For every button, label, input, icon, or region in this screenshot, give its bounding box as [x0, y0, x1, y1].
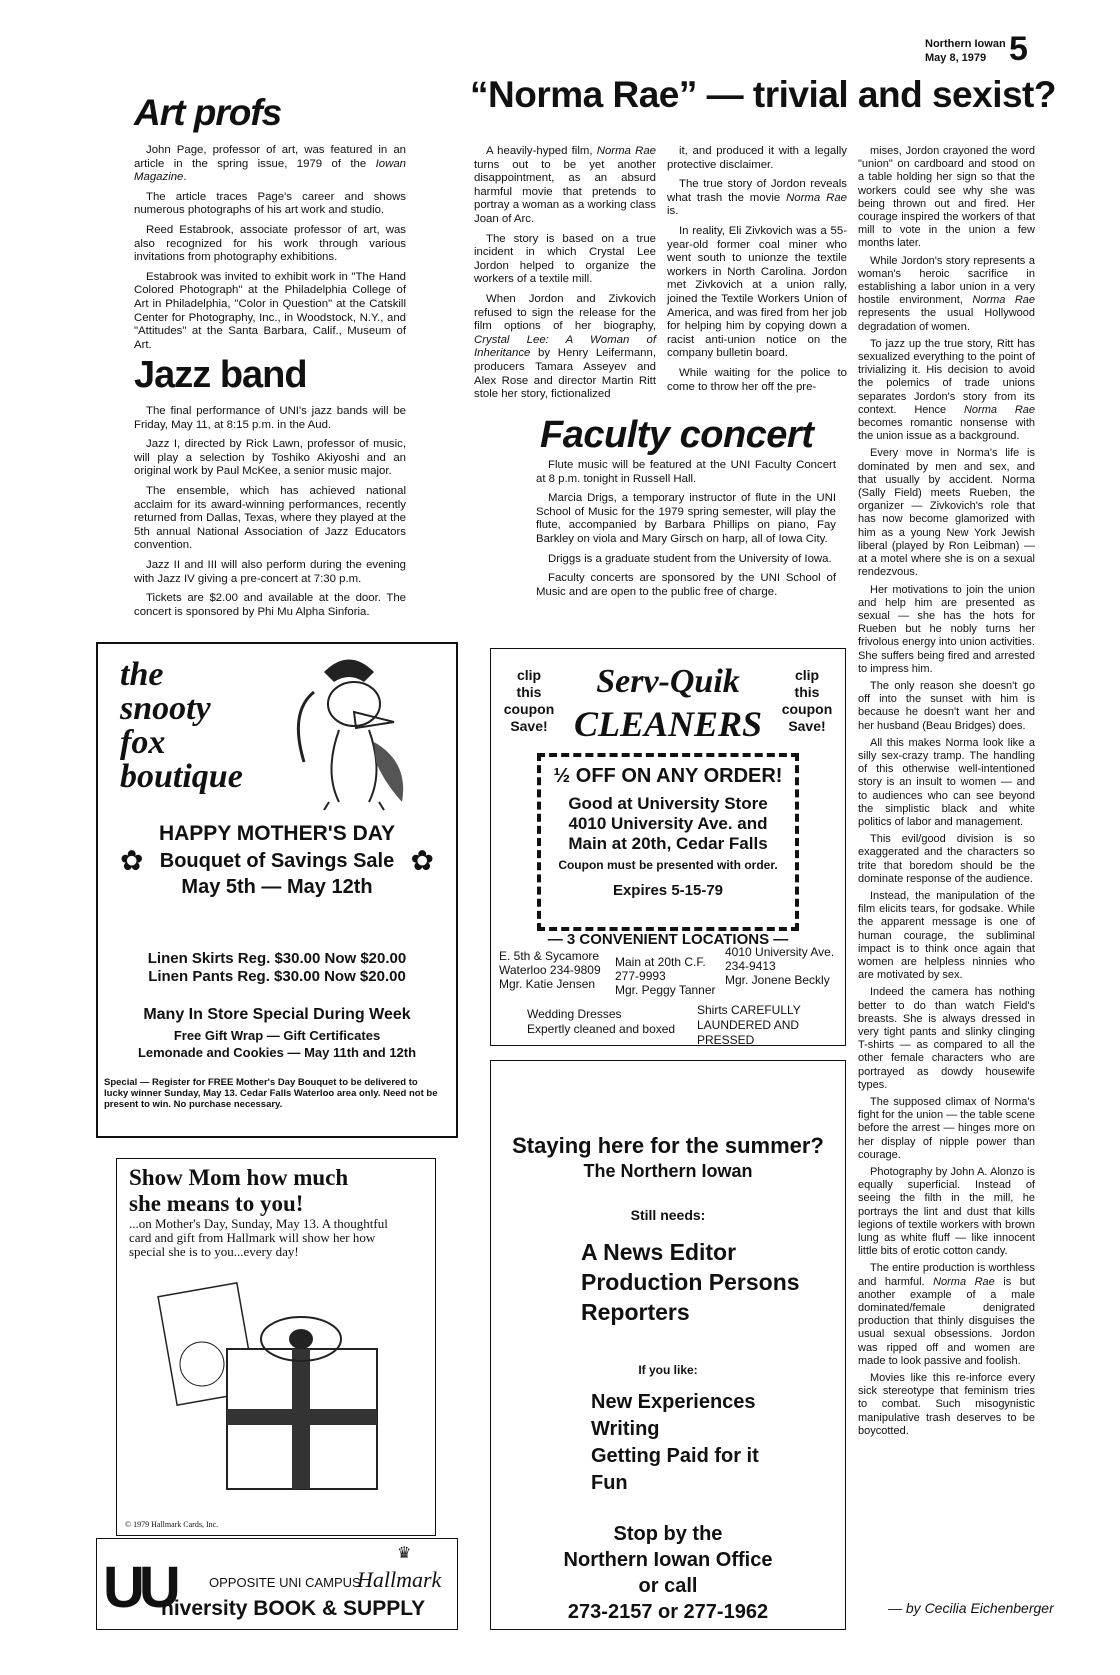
offer-line: ½ OFF ON ANY ORDER! [553, 765, 783, 787]
hallmark-ad [116, 1158, 436, 1536]
paragraph: The story is based on a true incident in which Crystal Lee Jordon helped to organize the workers of a textile mill. [474, 232, 656, 286]
faculty-concert-headline: Faculty concert [540, 414, 814, 456]
snooty-fox-logo: the snooty fox boutique [120, 656, 243, 795]
office-name: Northern Iowan Office [563, 1549, 773, 1571]
paragraph: All this makes Norma look like a silly sex-crazy tramp. The handling of this otherwise well-intentioned story is an insult to women — and to audiences who can see beyond the simplistic black and white politics of labor and management. [858, 736, 1035, 828]
art-profs-article [134, 92, 406, 358]
paragraph: Movies like this re-inforce every sick stereotype that feminism tries to combat. Such misogynistic manipulative trash deserves to be boycotted. [858, 1372, 1035, 1437]
masthead-paper: Northern Iowan [925, 38, 1006, 50]
still-needs: Still needs: [630, 1207, 706, 1223]
norma-rae-col-2 [667, 145, 847, 400]
phone-numbers: 273-2157 or 277-1962 [567, 1601, 769, 1623]
service-shirts: Shirts CAREFULLY LAUNDERED AND PRESSED [697, 1003, 801, 1047]
faculty-concert-article [536, 459, 836, 605]
paragraph: Tickets are $2.00 and available at the door. The concert is sponsored by Phi Mu Alpha Sinforia. [134, 592, 406, 618]
paragraph: The entire production is worthless and harmful. Norma Rae is but another example of a male dominated/female denigrated production that thinly disguises the usual sexual obsessions. Jordon was ripped off and women are made to look passive and foolish. [858, 1262, 1035, 1367]
clip-coupon-right: clip this coupon Save! [781, 667, 833, 734]
gift-illustration [147, 1279, 397, 1499]
if-you-like: If you like: [638, 1363, 698, 1377]
paragraph: it, and produced it with a legally protective disclaimer. [667, 145, 847, 171]
paragraph: The true story of Jordon reveals what trash the movie Norma Rae is. [667, 178, 847, 218]
lemonade-line: Lemonade and Cookies — May 11th and 12th [137, 1045, 417, 1060]
servquik-name: Serv-Quik [596, 663, 740, 700]
service-wedding: Wedding Dresses Expertly cleaned and boxed [527, 1007, 676, 1036]
flower-icon: ✿ [120, 845, 144, 876]
good-line-3: Main at 20th, Cedar Falls [568, 834, 768, 853]
paragraph: mises, Jordon crayoned the word "union" on cardboard and stood on a table holding her sign so that the workers could see why she was being thrown out and fired. Her courage inspired the workers of that mill to vote in the union a few months later. [858, 145, 1035, 250]
byline: — by Cecilia Eichenberger [888, 1600, 1054, 1616]
page-number: 5 [1009, 30, 1028, 68]
paragraph: The article traces Page's career and shows numerous photographs of his art work and studio. [134, 190, 406, 217]
university-book-ad [96, 1538, 458, 1630]
paragraph: Reed Estabrook, associate professor of art, was also recognized for his work through various invitations from photography exhibitions. [134, 223, 406, 264]
like-fun: Fun [591, 1472, 628, 1494]
opposite-campus: OPPOSITE UNI CAMPUS [209, 1575, 361, 1590]
norma-rae-headline: “Norma Rae” — trivial and sexist? [470, 74, 1056, 115]
paragraph: Her motivations to join the union and help him are presented as sexual — she has the hots for Rueben but he nobly turns her frivolous energy into union activities. She suffers being fired and arrested to impress him. [858, 583, 1035, 675]
like-paid: Getting Paid for it [591, 1445, 759, 1467]
like-writing: Writing [591, 1418, 660, 1440]
dates-line: May 5th — May 12th [181, 876, 373, 898]
fine-print: Special — Register for FREE Mother's Day Bouquet to be delivered to lucky winner Sunday, May 13. Cedar Falls Waterloo area only. Need not be present to win. No purchase necessary. [104, 1077, 438, 1110]
expires-line: Expires 5-15-79 [612, 882, 724, 899]
hallmark-logo: Hallmark [357, 1567, 442, 1592]
paragraph: Marcia Drigs, a temporary instructor of flute in the UNI School of Music for the 1979 spring semester, will play the flute, accompanied by Barbara Phillips on piano, Fay Barkley on viola and Mary Girsch on harp, all of Iowa City. [536, 492, 836, 545]
paragraph: Every move in Norma's life is dominated by men and sex, and that usually by accident. Norma (Sally Field) meets Rueben, the organizer — Zivkovich's role that has now become glamorized with him as a young New York Jewish liberal (played by Ron Leibman) — at a motel where she is on a sexual rendezvous. [858, 447, 1035, 579]
paragraph: This evil/good division is so exaggerated and the characters so trite that boredom should be the dominate response of the audience. [858, 833, 1035, 885]
clip-coupon-left: clip this coupon Save! [503, 667, 555, 734]
paragraph: Flute music will be featured at the UNI Faculty Concert at 8 p.m. tonight in Russell Hall. [536, 459, 836, 485]
hallmark-body: ...on Mother's Day, Sunday, May 13. A thoughtful card and gift from Hallmark will show her how special she is to you...every day! [129, 1216, 388, 1259]
good-line-2: 4010 University Ave. and [568, 814, 768, 833]
paragraph: Instead, the manipulation of the film elicits tears, for godsake. While the apparent message is one of human courage, the subliminal impact is to think once again that women are helpless ninnies who are motivated by sex. [858, 889, 1035, 982]
norma-rae-col-1 [474, 145, 656, 408]
coupon-note: Coupon must be presented with order. [558, 858, 778, 872]
paragraph: The supposed climax of Norma's fight for the union — the table scene before the arrest — hinges more on her display of nipple power than courage. [858, 1096, 1035, 1161]
need-news-editor: A News Editor [581, 1239, 737, 1265]
paragraph: Estabrook was invited to exhibit work in "The Hand Colored Photograph" at the Philadelphia College of Art in Philadelphia, "Color in Question" at the Catskill Center for Photography, Inc., in Woodstock, N.Y., and "Attitudes" at the Santa Barbara, Calif., Museum of Art. [134, 270, 406, 351]
paragraph: When Jordon and Zivkovich refused to sign the release for the film options of her biography, Crystal Lee: A Woman of Inheritance by Henry Leifermann, producers Tamara Asseyev and Alex Rose and director Martin Ritt stole her story, fictionalized [474, 292, 656, 401]
snooty-fox-ad [96, 642, 458, 1138]
paragraph: To jazz up the true story, Ritt has sexualized everything to the point of trivializing it. His decision to avoid the polemics of trade unions separates Jordon's story from its context. Hence Norma Rae becomes romantic nonsense with the union issue as a background. [858, 337, 1035, 443]
staff-headline: Staying here for the summer? [512, 1133, 824, 1158]
need-production: Production Persons [581, 1269, 800, 1295]
paragraph: Jazz II and III will also perform during the evening with Jazz IV giving a pre-concert at 7:30 p.m. [134, 558, 406, 585]
hallmark-headline-2: she means to you! [129, 1191, 304, 1216]
need-reporters: Reporters [581, 1299, 690, 1325]
paragraph: In reality, Eli Zivkovich was a 55-year-old former coal miner who went south to unionze the textile workers in North Carolina. Jordon met Zivkovich at a union rally, joined the Textile Workers Union of America, and was fired from her job for helping him by copying down a racist anti-union notice on the company bulletin board. [667, 224, 847, 360]
or-call: or call [638, 1575, 698, 1597]
paragraph: The ensemble, which has achieved national acclaim for its award-winning performances, recently returned from Dallas, Texas, where they played at the 5th annual National Association of Jazz Educators convention. [134, 484, 406, 552]
paragraph: While waiting for the police to come to throw her off the pre- [667, 366, 847, 393]
paragraph: The only reason she doesn't go off into the sunset with him is because he doesn't want her and her husband (Beau Bridges) does. [858, 679, 1035, 732]
crown-icon: ♛ [397, 1545, 412, 1562]
norma-rae-col-3 [858, 145, 1035, 1442]
location-university: 4010 University Ave. 234-9413 Mgr. Jonene Beckly [725, 945, 835, 987]
serv-quik-ad [490, 648, 846, 1046]
location-main: Main at 20th C.F. 277-9993 Mgr. Peggy Tanner [615, 955, 716, 997]
store-name: niversity BOOK & SUPPLY [161, 1597, 426, 1620]
staff-paper-name: The Northern Iowan [583, 1161, 753, 1181]
cleaners-name: CLEANERS [573, 704, 763, 744]
pants-line: Linen Pants Reg. $30.00 Now $20.00 [148, 968, 406, 985]
paragraph: Photography by John A. Alonzo is equally superficial. Instead of seeing the filth in the mill, he portrays the lint and dust that kills legions of textile workers with brown lung as white fluff — like innocent little bits of erotic cotton candy. [858, 1166, 1035, 1258]
jazz-band-headline: Jazz band [134, 354, 307, 396]
masthead [925, 30, 1065, 68]
like-experiences: New Experiences [591, 1391, 756, 1413]
paragraph: Indeed the camera has nothing better to do than watch Field's breasts. She is always dressed in very tight pants and slinky clinging T-shirts — as compared to all the other female characters who are portrayed as dowdy housewife types. [858, 986, 1035, 1091]
specials-line: Many In Store Special During Week [143, 1006, 411, 1023]
paragraph: While Jordon's story represents a woman's heroic sacrifice in establishing a labor union in a very hostile environment, Norma Rae represents the usual Hollywood degradation of women. [858, 254, 1036, 333]
paragraph: The final performance of UNI's jazz bands will be Friday, May 11, at 8:15 p.m. in the Aud. [134, 405, 406, 431]
stop-by: Stop by the [613, 1523, 723, 1545]
flower-icon: ✿ [410, 845, 434, 876]
paragraph: John Page, professor of art, was featured in an article in the spring issue, 1979 of the Iowan Magazine. [134, 144, 406, 184]
staff-wanted-ad [490, 1060, 846, 1630]
masthead-date: May 8, 1979 [925, 52, 987, 64]
skirts-line: Linen Skirts Reg. $30.00 Now $20.00 [147, 950, 407, 967]
paragraph: Driggs is a graduate student from the University of Iowa. [548, 552, 832, 565]
uu-logo: UU [103, 1555, 175, 1620]
hallmark-copyright: © 1979 Hallmark Cards, Inc. [125, 1520, 219, 1529]
paragraph: Jazz I, directed by Rick Lawn, professor of music, will play a selection by Toshiko Akiyoshi and an original work by Paul McKee, a senior music major. [134, 438, 406, 478]
location-waterloo: E. 5th & Sycamore Waterloo 234-9809 Mgr. Katie Jensen [499, 949, 601, 991]
art-profs-headline: Art profs [134, 92, 282, 133]
paragraph: Faculty concerts are sponsored by the UNI School of Music and are open to the public free of charge. [536, 572, 836, 598]
sale-line: Bouquet of Savings Sale [159, 850, 395, 872]
gift-line: Free Gift Wrap — Gift Certificates [173, 1028, 381, 1043]
fox-illustration [284, 652, 414, 812]
locations-heading: — 3 CONVENIENT LOCATIONS — [547, 931, 789, 948]
hallmark-headline-1: Show Mom how much [129, 1165, 349, 1190]
good-line-1: Good at University Store [568, 794, 768, 813]
paragraph: A heavily-hyped film, Norma Rae turns out to be yet another disappointment, as an absurd harmful movie that pretends to portray a woman as a working class Joan of Arc. [474, 145, 656, 225]
jazz-band-article [134, 354, 406, 625]
mothers-day-line: HAPPY MOTHER'S DAY [158, 822, 396, 845]
coupon-box [537, 753, 799, 931]
